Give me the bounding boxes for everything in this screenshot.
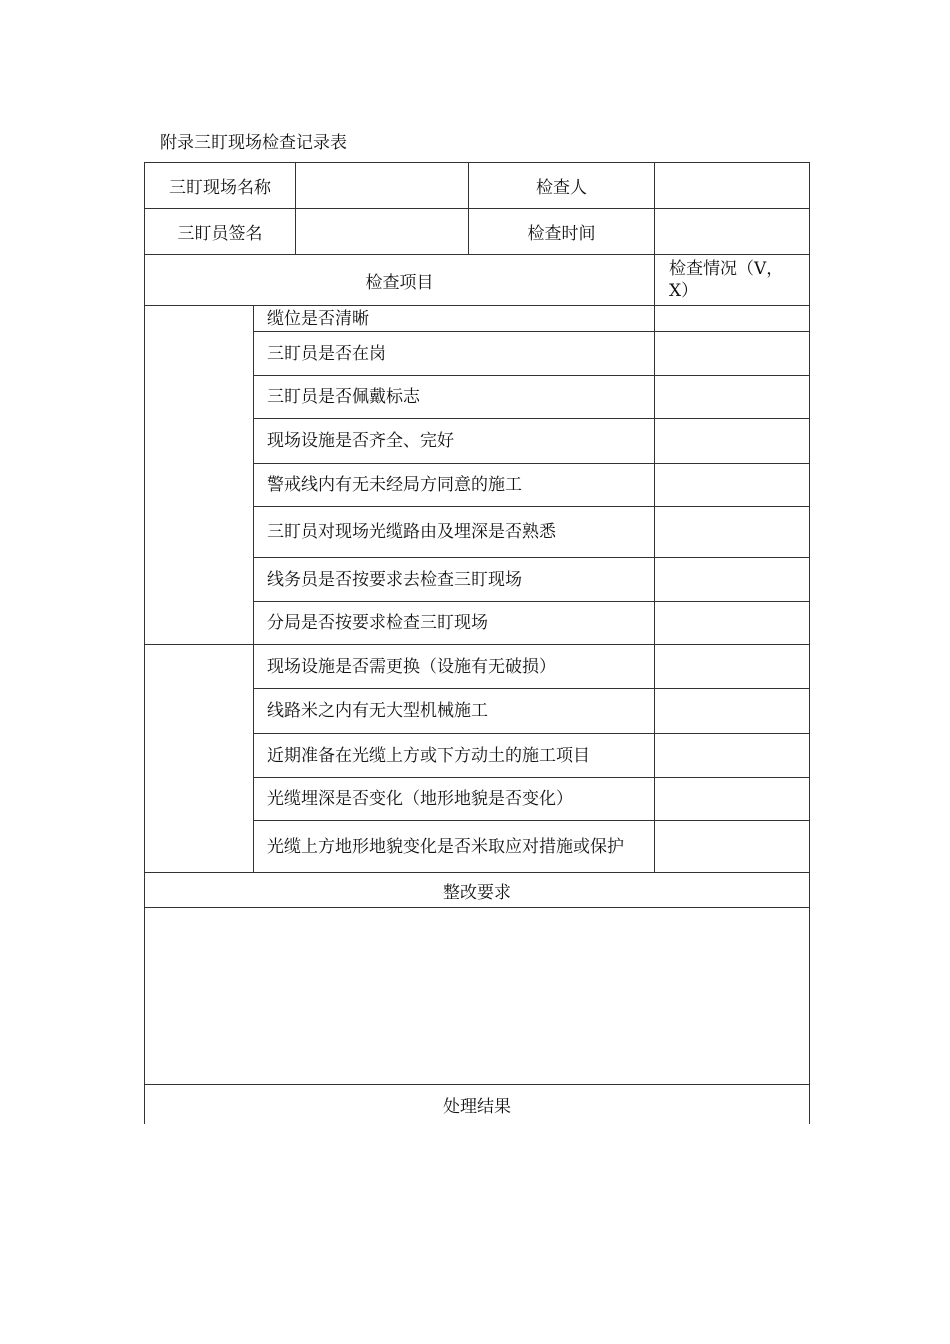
check-group-2: [144, 644, 810, 872]
staff-sign-label: 三盯员签名: [177, 224, 263, 244]
check-result-cell[interactable]: [654, 419, 809, 463]
check-item-label: 线路米之内有无大型机械施工: [267, 701, 488, 721]
check-result-cell[interactable]: [654, 602, 809, 644]
list-item: [253, 306, 809, 331]
check-group-1: [144, 305, 810, 644]
site-name-field[interactable]: [295, 163, 468, 208]
header-row-staff: [144, 208, 810, 254]
result-label: 处理结果: [443, 1097, 511, 1117]
rectify-label: 整改要求: [443, 882, 511, 903]
inspection-form: [144, 162, 810, 1124]
inspector-field[interactable]: [654, 163, 809, 208]
rectify-header-row: [144, 872, 810, 907]
check-result-cell[interactable]: [654, 821, 809, 872]
rectify-field[interactable]: [145, 908, 809, 1084]
check-item-label: 三盯员是否佩戴标志: [267, 387, 420, 407]
check-item-label: 警戒线内有无未经局方同意的施工: [267, 475, 522, 495]
list-item: [253, 463, 809, 506]
list-item: [253, 688, 809, 733]
result-header-row: [144, 1084, 810, 1124]
inspector-label: 检查人: [468, 163, 654, 208]
check-item-label: 缆位是否清晰: [267, 308, 369, 329]
list-item: [253, 557, 809, 601]
site-name-label: 三盯现场名称: [169, 178, 271, 198]
check-result-cell[interactable]: [654, 376, 809, 418]
list-item: [253, 331, 809, 375]
inspect-time-field[interactable]: [654, 209, 809, 254]
check-result-cell[interactable]: [654, 778, 809, 820]
check-item-label: 三盯员是否在岗: [267, 343, 386, 364]
check-result-cell[interactable]: [654, 464, 809, 506]
check-result-cell[interactable]: [654, 306, 809, 331]
page-title: 附录三盯现场检查记录表: [160, 133, 347, 153]
status-column-header: 检查情况（V，X）: [654, 255, 809, 305]
list-item: [253, 733, 809, 777]
list-item: [253, 418, 809, 463]
check-item-label: 光缆埋深是否变化（地形地貌是否变化）: [267, 789, 573, 809]
check-item-label: 近期准备在光缆上方或下方动土的施工项目: [267, 745, 590, 766]
column-header-row: [144, 254, 810, 305]
check-result-cell[interactable]: [654, 558, 809, 601]
group-1-category-cell: [145, 306, 254, 644]
staff-sign-field[interactable]: [295, 209, 468, 254]
check-item-label: 现场设施是否需更换（设施有无破损）: [267, 656, 556, 677]
rectify-content-row: [144, 907, 810, 1084]
list-item: [253, 820, 809, 872]
list-item: [253, 601, 809, 644]
list-item: [253, 506, 809, 557]
check-result-cell[interactable]: [654, 645, 809, 688]
check-result-cell[interactable]: [654, 332, 809, 375]
list-item: [253, 375, 809, 418]
check-item-label: 三盯员对现场光缆路由及埋深是否熟悉: [267, 522, 556, 542]
check-item-label: 光缆上方地形地貌变化是否米取应对措施或保护: [267, 836, 624, 857]
check-item-label: 现场设施是否齐全、完好: [267, 431, 454, 451]
check-result-cell[interactable]: [654, 689, 809, 733]
list-item: [253, 777, 809, 820]
check-item-label: 分局是否按要求检查三盯现场: [267, 613, 488, 633]
list-item: [253, 645, 809, 688]
check-item-label: 线务员是否按要求去检查三盯现场: [267, 569, 522, 590]
group-2-category-cell: [145, 645, 254, 872]
items-column-header: 检查项目: [365, 272, 434, 293]
inspect-time-label: 检查时间: [468, 209, 654, 254]
check-result-cell[interactable]: [654, 734, 809, 777]
header-row-site: [144, 162, 810, 208]
check-result-cell[interactable]: [654, 507, 809, 557]
